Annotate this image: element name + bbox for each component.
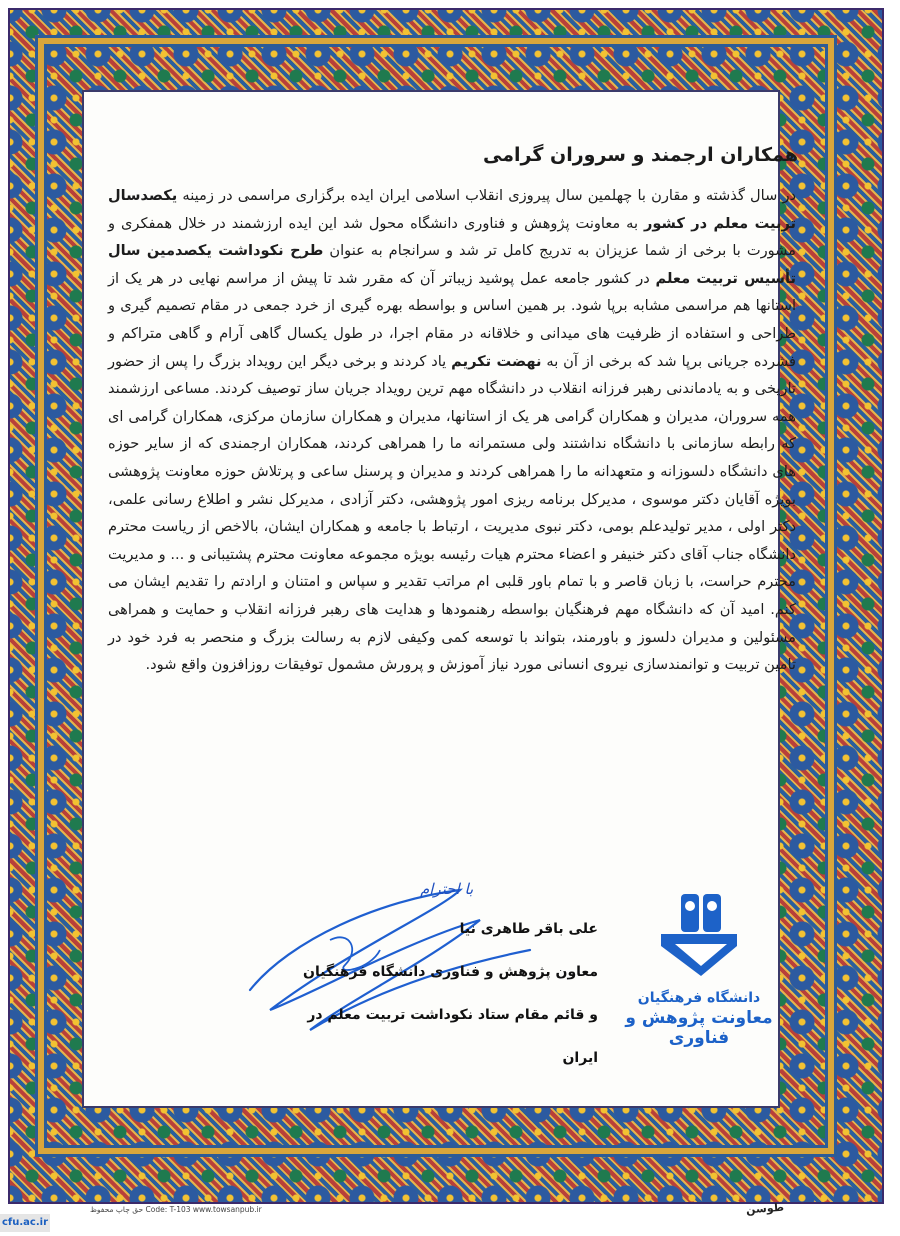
- letter-heading: همکاران ارجمند و سروران گرامی: [483, 144, 798, 166]
- signature-block: [278, 908, 598, 1080]
- logo-emblem-icon: [651, 888, 747, 984]
- letter-body: در سال گذشته و مقارن با چهلمین سال پیروزی انقلاب اسلامی ایران ایده برگزاری مراسمی در زمینه یکصدسال تربیت معلم در کشور به معاونت پژوهش و فناوری دانشگاه محول شد این ایده ارزشمند در خلال همفکری و مشورت با برخی از شما عزیزان به تدریج کامل تر شد و سرانجام به عنوان طرح نکوداشت یکصدمین سال تأسیس تربیت معلم در کشور جامعه عمل پوشید زیباتر آن که مقرر شد تا پیش از مراسم نهایی در هر یک از استانها هم مراسمی مشابه برپا شود. بر همین اساس و بواسطه بهره گیری از خرد جمعی در مقام تصمیم گیری و طراحی و استفاده از ظرفیت های میدانی و خلاقانه در مقام اجرا، در طول یکسال گاهی آرام و گاهی متراکم و فشرده جریانی برپا شد که برخی از آن به نهضت تکریم یاد کردند و برخی دیگر این رویداد بزرگ را پس از حضور تاریخی و به یادماندنی رهبر فرزانه انقلاب در دانشگاه مهم ترین رویداد جریان ساز توصیف کردند. مساعی ارزشمند همه سروران، مدیران و همکاران گرامی هر یک از استانها، مدیران و همکاران سازمان مرکزی، همکاران گرامی ای که رابطه سازمانی با دانشگاه نداشتند ولی مستمرانه ما را همراهی کردند، همکاران ارجمندی که از سایر حوزه های دانشگاه دلسوزانه و متعهدانه ما را همراهی کردند و مدیران و پرسنل ساعی و پرتلاش حوزه معاونت پژوهشی بویژه آقایان دکتر موسوی ، مدیرکل برنامه ریزی امور پژوهشی، دکتر آزادی ، مدیرکل نشر و اطلاع رسانی علمی، دکتر اولی ، مدیر تولیدعلم بومی، دکتر نبوی مدیریت ، ارتباط با جامعه و همکاران ایشان، بالاخص از ریاست محترم دانشگاه جناب آقای دکتر خنیفر و اعضاء محترم هیات رئیسه بویژه مجموعه معاونت محترم پشتیبانی و ... و مدیریت محترم حراست، با زبان قاصر و با تمام باور قلبی ام مراتب تقدیر و سپاس و امتنان و ارادتم را تقدیم ایشان می کنم. امید آن که دانشگاه مهم فرهنگیان بواسطه رهنمودها و هدایت های رهبر فرزانه انقلاب و حمایت و همراهی مسئولین و مدیران دلسوز و باورمند، بتواند با توسعه کمی وکیفی لازم به رسالت بزرگ و منحصر به فرد خود در تامین تربیت و توانمندسازی نیروی انسانی مورد نیاز آموزش و پرورش مشمول توفیقات روزافزون واقع شود.: [108, 187, 797, 674]
- logo-department-name: معاونت پژوهش و فناوری: [625, 1008, 773, 1048]
- signatory-title: معاون پژوهش و فناوری دانشگاه فرهنگیان: [303, 964, 598, 980]
- signatory-title-2: و قائم مقام ستاد نکوداشت تربیت معلم در ایران: [307, 1007, 598, 1066]
- university-logo: [624, 888, 774, 1064]
- site-watermark: cfu.ac.ir: [0, 1214, 50, 1232]
- print-code: حق چاپ محفوظ Code: T-103 www.towsanpub.ir: [90, 1205, 262, 1214]
- signatory-name: علی باقر طاهری نیا: [459, 921, 598, 937]
- signature-greeting: با احترام: [420, 880, 474, 898]
- logo-university-name: دانشگاه فرهنگیان: [637, 990, 761, 1006]
- publisher-brand: طوسن: [745, 1200, 785, 1217]
